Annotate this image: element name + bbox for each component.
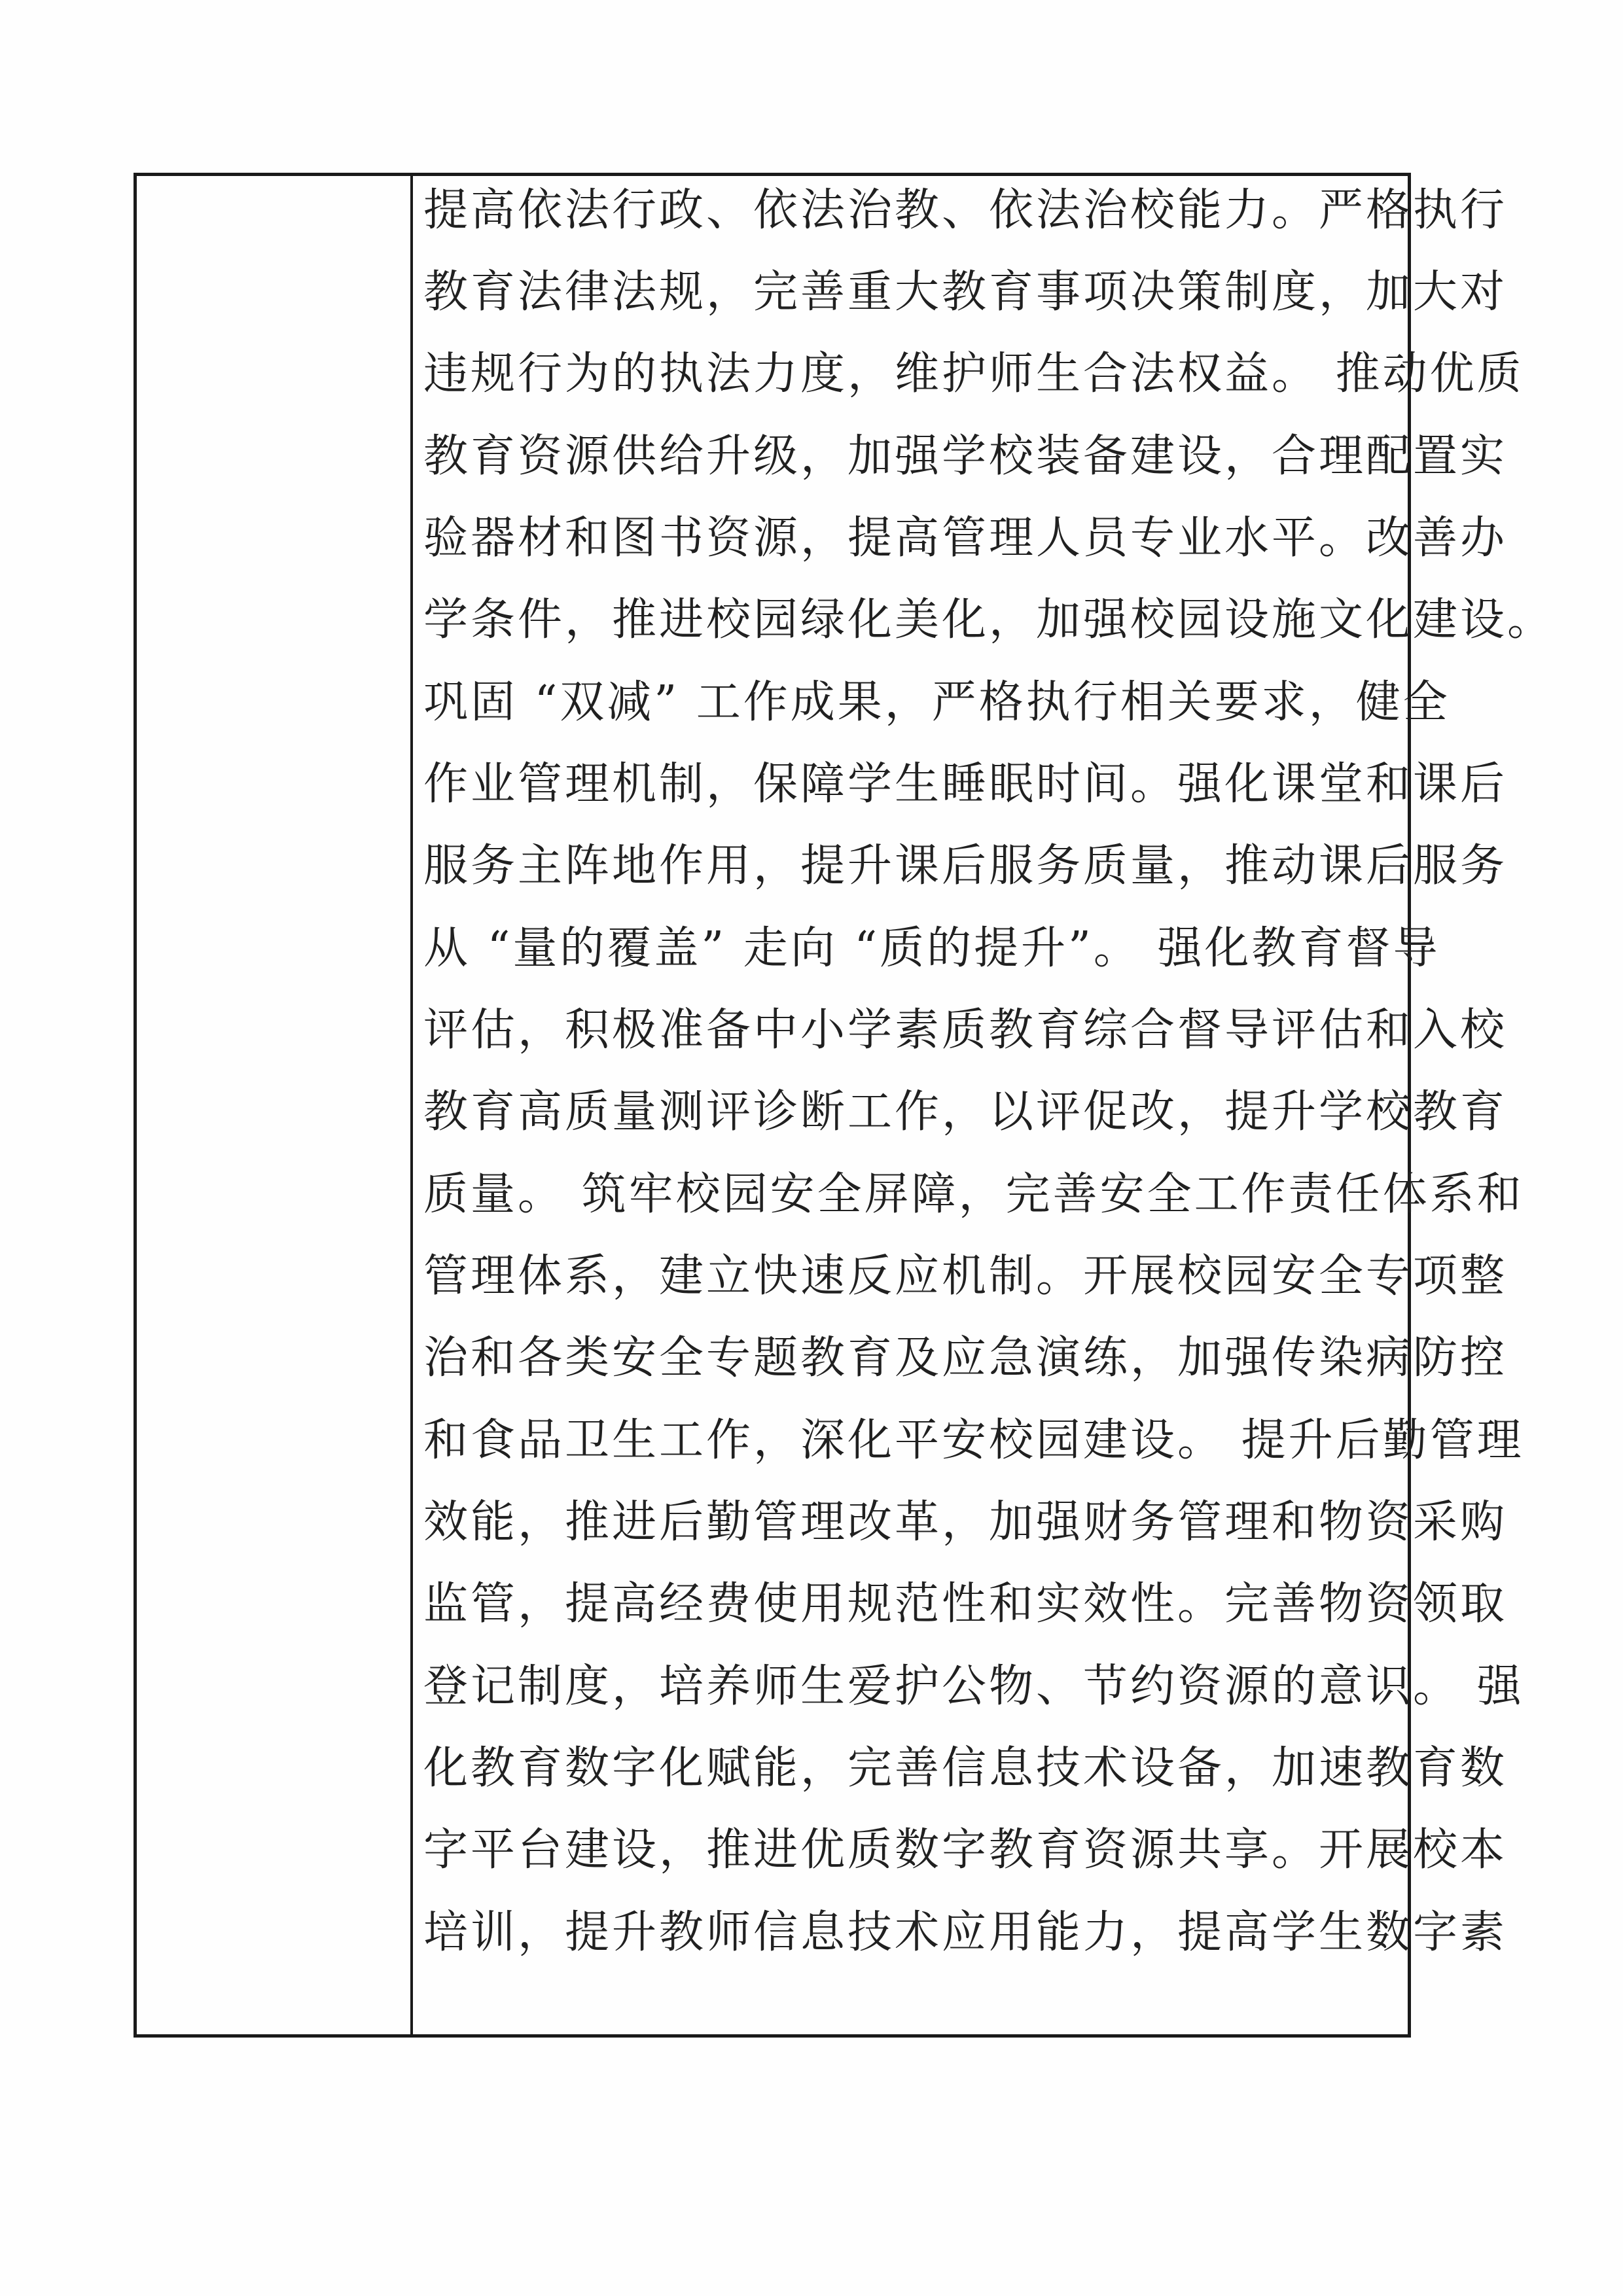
text-line: 服务主阵地作用，提升课后服务质量，推动课后服务 (423, 840, 1508, 892)
text-line: 质量。 筑牢校园安全屏障，完善安全工作责任体系和 (423, 1169, 1524, 1220)
text-line: 效能，推进后勤管理改革，加强财务管理和物资采购 (423, 1496, 1508, 1548)
text-line: 教育法律法规，完善重大教育事项决策制度，加大对 (423, 266, 1508, 318)
text-line: 登记制度，培养师生爱护公物、节约资源的意识。 强 (423, 1661, 1524, 1712)
right-cell (413, 176, 1555, 2034)
text-line: 巩固 “双减” 工作成果，严格执行相关要求，健全 (423, 677, 1450, 728)
text-line: 化教育数字化赋能，完善信息技术设备，加速教育数 (423, 1742, 1508, 1794)
text-line: 作业管理机制，保障学生睡眠时间。强化课堂和课后 (423, 758, 1508, 810)
text-line: 字平台建设，推进优质数字教育资源共享。开展校本 (423, 1824, 1508, 1876)
text-line: 违规行为的执法力度，维护师生合法权益。 推动优质 (423, 348, 1524, 400)
text-line: 培训，提升教师信息技术应用能力，提高学生数字素 (423, 1907, 1508, 1958)
text-line: 提高依法行政、依法治教、依法治校能力。严格执行 (423, 185, 1508, 236)
left-cell (137, 176, 410, 2034)
text-line: 教育资源供给升级，加强学校装备建设，合理配置实 (423, 431, 1508, 482)
text-line: 教育高质量测评诊断工作，以评促改，提升学校教育 (423, 1086, 1508, 1138)
text-line: 从 “量的覆盖” 走向 “质的提升”。 强化教育督导 (423, 923, 1440, 974)
text-line: 和食品卫生工作，深化平安校园建设。 提升后勤管理 (423, 1415, 1524, 1466)
text-line: 评估，积极准备中小学素质教育综合督导评估和入校 (423, 1004, 1508, 1056)
text-line: 验器材和图书资源，提高管理人员专业水平。改善办 (423, 512, 1508, 564)
text-line: 管理体系，建立快速反应机制。开展校园安全专项整 (423, 1250, 1508, 1302)
text-line: 治和各类安全专题教育及应急演练，加强传染病防控 (423, 1332, 1508, 1384)
text-line: 监管，提高经费使用规范性和实效性。完善物资领取 (423, 1578, 1508, 1630)
text-line: 学条件，推进校园绿化美化，加强校园设施文化建设。 (423, 594, 1555, 646)
